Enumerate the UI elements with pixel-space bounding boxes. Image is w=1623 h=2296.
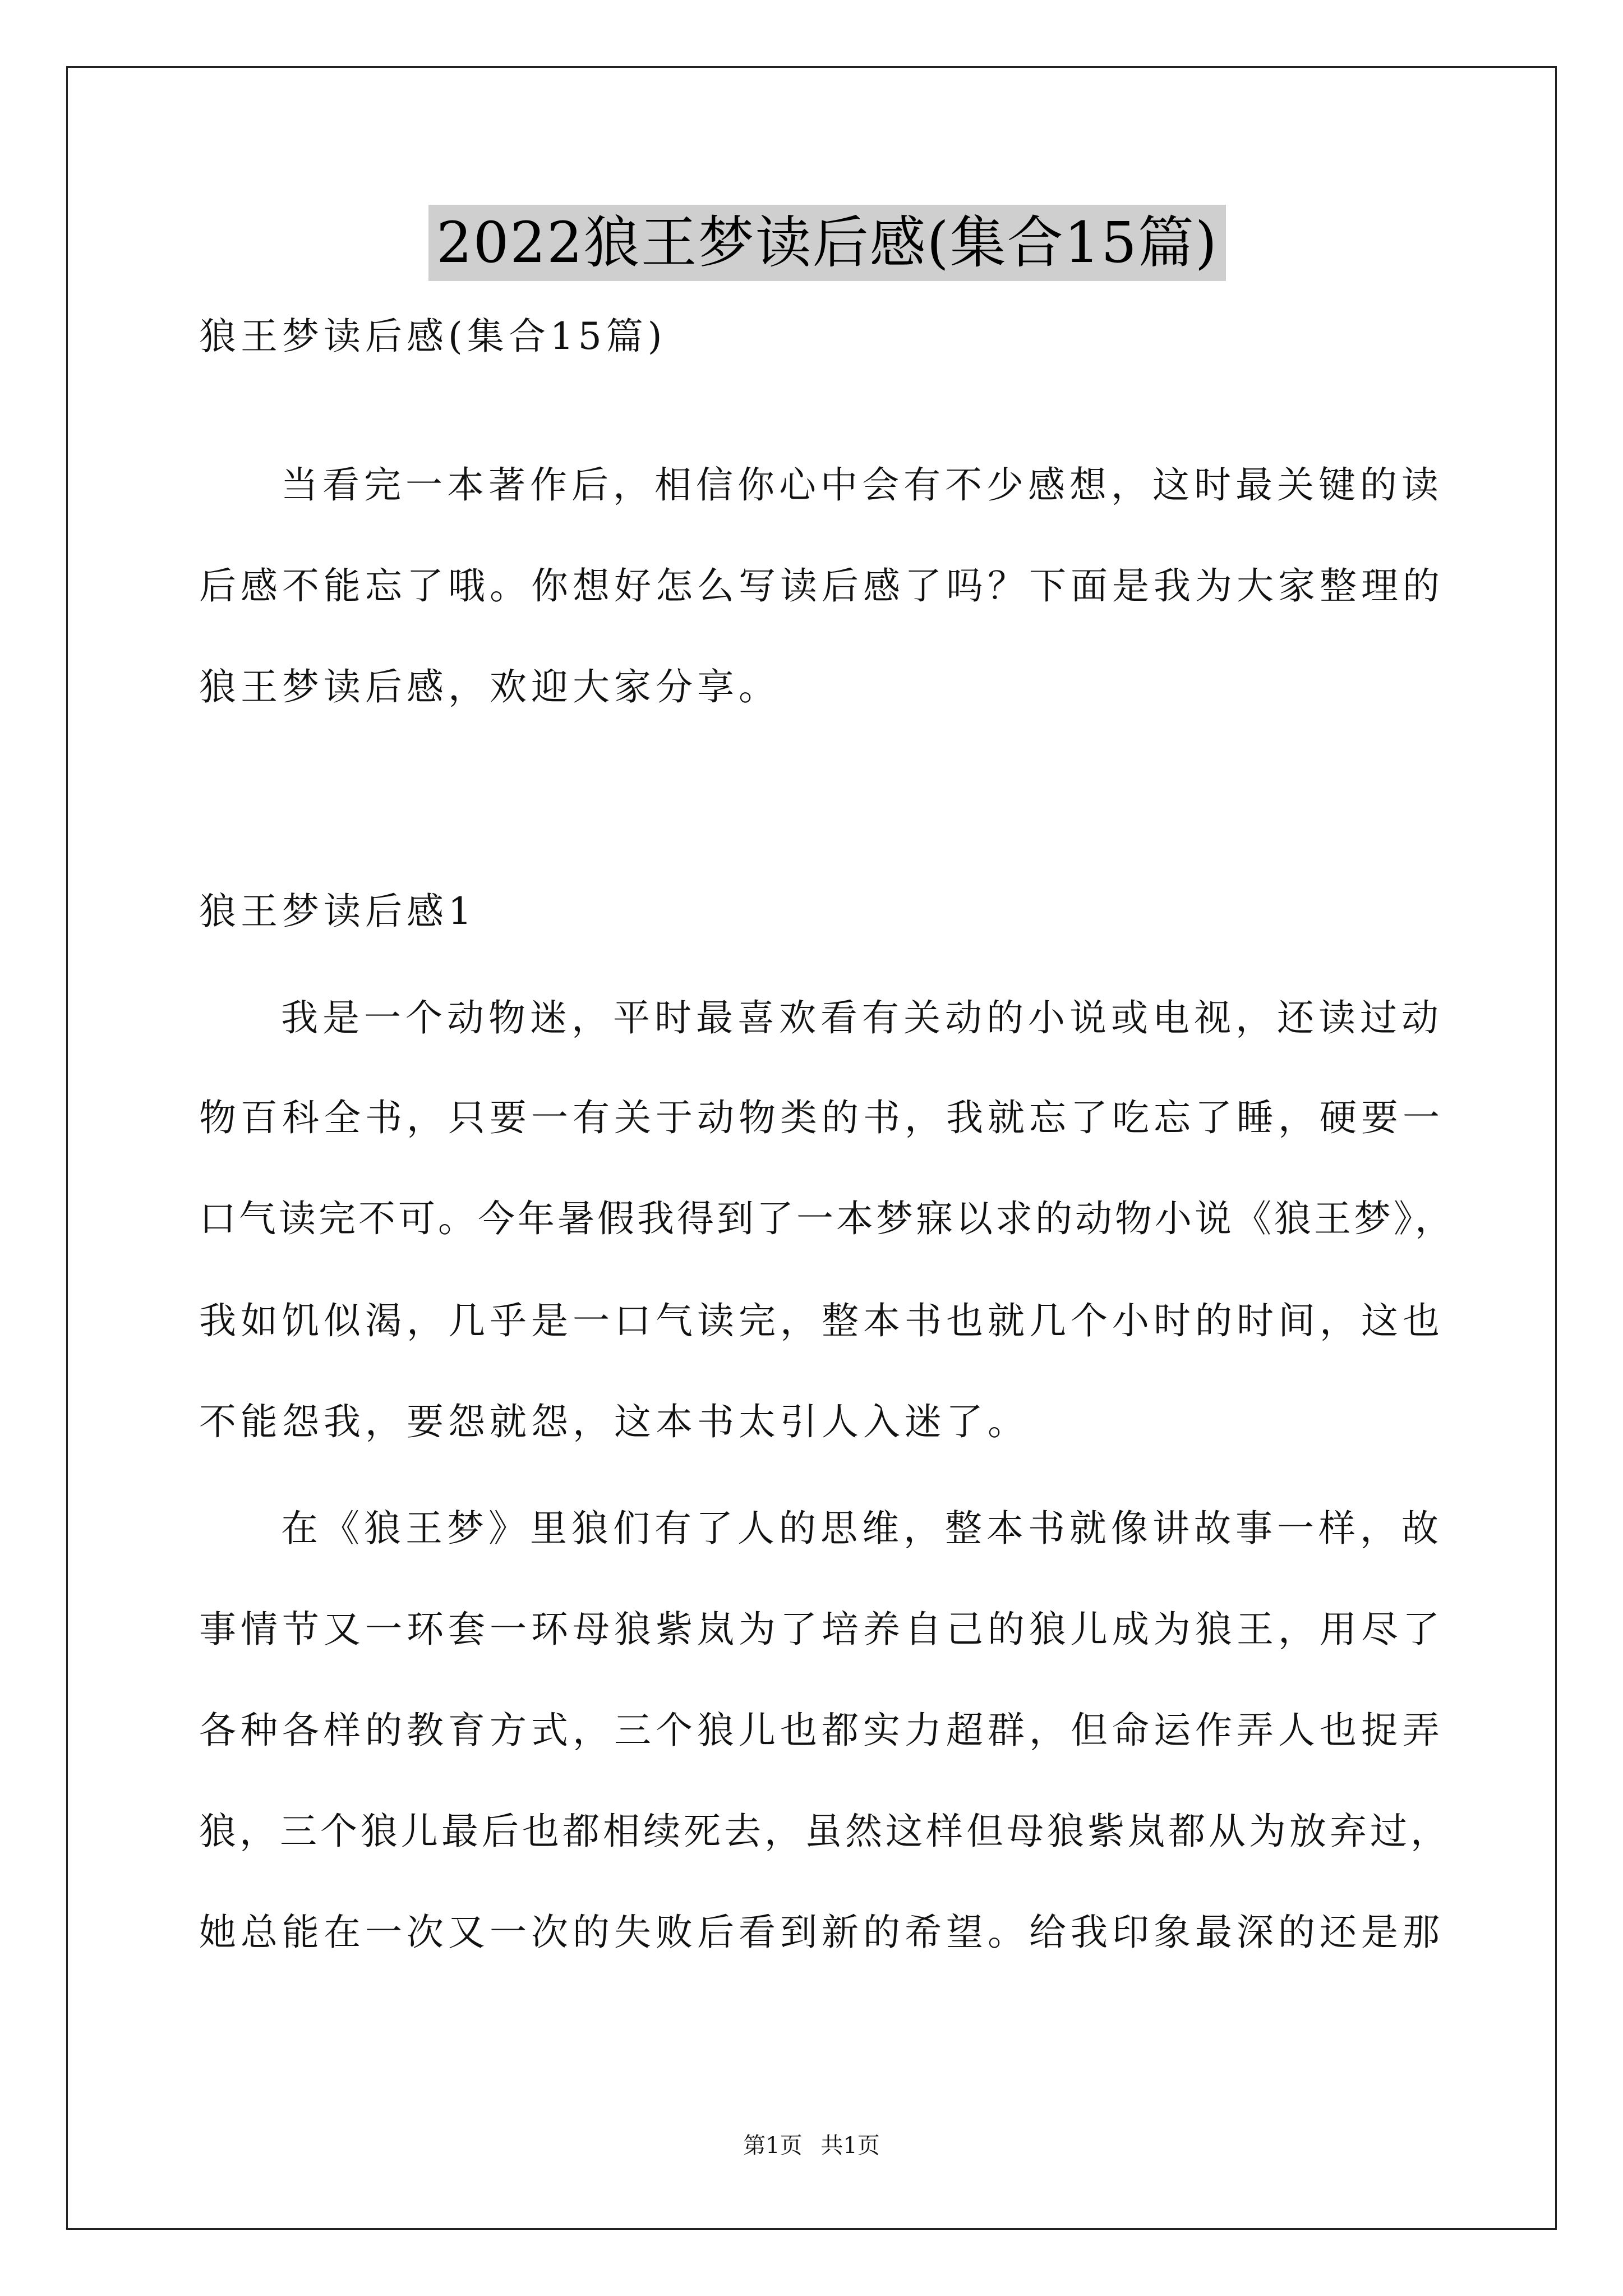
para2-line-2: 事情节又一环套一环母狼紫岚为了培养自己的狼儿成为狼王，用尽了 xyxy=(199,1608,1444,1651)
para1-line-3: 口气读完不可。今年暑假我得到了一本梦寐以求的动物小说《狼王梦》， xyxy=(199,1197,1455,1240)
para2-line-1: 在《狼王梦》里狼们有了人的思维，整本书就像讲故事一样，故 xyxy=(281,1507,1443,1550)
para1-line-5: 不能怨我，要怨就怨，这本书太引人入迷了。 xyxy=(199,1400,1029,1443)
document-title: 2022狼王梦读后感(集合15篇) xyxy=(428,205,1226,281)
page-border xyxy=(66,66,1557,2230)
intro-line-2: 后感不能忘了哦。你想好怎么写读后感了吗？下面是我为大家整理的 xyxy=(199,564,1444,608)
para1-line-1: 我是一个动物迷，平时最喜欢看有关动的小说或电视，还读过动 xyxy=(281,996,1443,1039)
page-number: 第1页 xyxy=(743,2133,803,2159)
section-heading: 狼王梦读后感1 xyxy=(199,890,476,933)
intro-line-1: 当看完一本著作后，相信你心中会有不少感想，这时最关键的读 xyxy=(281,463,1443,507)
para2-line-4: 狼，三个狼儿最后也都相续死去，虽然这样但母狼紫岚都从为放弃过， xyxy=(199,1810,1451,1853)
page-footer xyxy=(0,2132,1623,2160)
para1-line-4: 我如饥似渴，几乎是一口气读完，整本书也就几个小时的时间，这也 xyxy=(199,1299,1444,1342)
para2-line-3: 各种各样的教育方式，三个狼儿也都实力超群，但命运作弄人也捉弄 xyxy=(199,1709,1444,1752)
document-subtitle: 狼王梦读后感(集合15篇) xyxy=(199,315,667,358)
page-total: 共1页 xyxy=(820,2133,880,2159)
para2-line-5: 她总能在一次又一次的失败后看到新的希望。给我印象最深的还是那 xyxy=(199,1911,1444,1954)
intro-line-3: 狼王梦读后感，欢迎大家分享。 xyxy=(199,665,780,708)
title-container xyxy=(199,205,1455,281)
para1-line-2: 物百科全书，只要一有关于动物类的书，我就忘了吃忘了睡，硬要一 xyxy=(199,1096,1444,1139)
